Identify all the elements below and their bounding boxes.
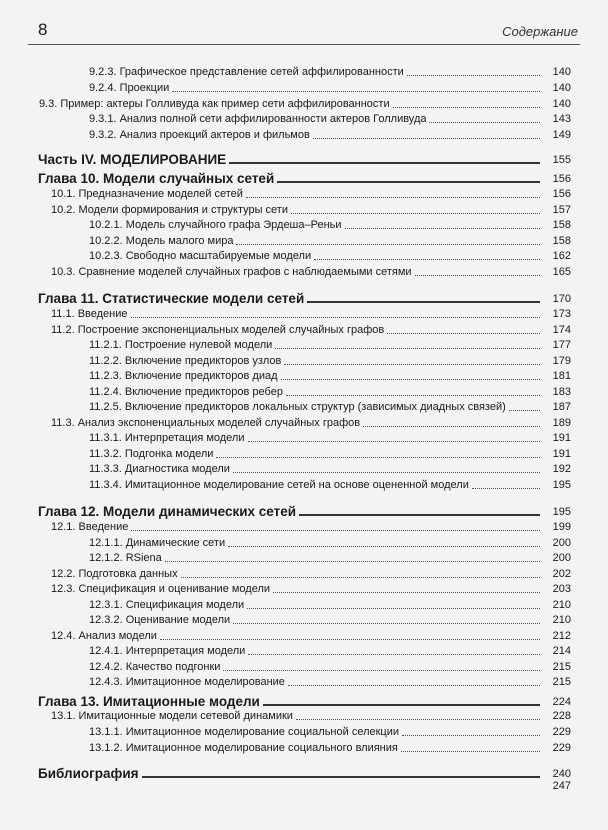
toc-entry: 10.2.3. Свободно масштабируемые модели 162 — [89, 250, 571, 262]
running-title: Содержание — [502, 24, 578, 39]
toc-entry: 9.3. Пример: актеры Голливуда как пример сети аффилированности 140 — [39, 98, 571, 110]
toc-entry: 13.1.2. Имитационное моделирование социального влияния 229 — [89, 742, 571, 754]
toc-entry: 11.2. Построение экспоненциальных моделей случайных графов 174 — [51, 324, 571, 336]
toc-entry: 12.4. Анализ модели 212 — [51, 630, 571, 642]
toc-entry: 13.1. Имитационные модели сетевой динамики 228 — [51, 710, 571, 722]
toc-entry: 12.2. Подготовка данных 202 — [51, 568, 571, 580]
toc-entry: 247 — [552, 780, 571, 792]
toc-entry: 9.3.2. Анализ проекций актеров и фильмов 149 — [89, 129, 571, 141]
toc-entry: 12.1. Введение 199 — [51, 521, 571, 533]
page-number: 8 — [38, 20, 48, 39]
toc-entry: 12.3.1. Спецификация модели 210 — [89, 599, 571, 611]
toc-entry: 10.2. Модели формирования и структуры сети 157 — [51, 204, 571, 216]
toc-bibliography: Библиография 240 — [38, 766, 571, 781]
toc-entry: 12.3.2. Оценивание модели 210 — [89, 614, 571, 626]
toc-entry: 10.1. Предназначение моделей сетей 156 — [51, 188, 571, 200]
toc-entry: 11.2.2. Включение предикторов узлов 179 — [89, 355, 571, 367]
toc-entry: 10.3. Сравнение моделей случайных графов с наблюдаемыми сетями 165 — [51, 266, 571, 278]
toc-entry: 12.3. Спецификация и оценивание модели 203 — [51, 583, 571, 595]
toc-entry: 11.3.4. Имитационное моделирование сетей на основе оцененной модели 195 — [89, 479, 571, 491]
toc-entry: 9.2.4. Проекции 140 — [89, 82, 571, 94]
toc-entry: 11.3.2. Подгонка модели 191 — [89, 448, 571, 460]
toc-entry: 9.3.1. Анализ полной сети аффилированности актеров Голливуда 143 — [89, 113, 571, 125]
toc-chapter: Глава 12. Модели динамических сетей 195 — [38, 504, 571, 519]
toc-entry: 10.2.1. Модель случайного графа Эрдеша–Реньи 158 — [89, 219, 571, 231]
toc-entry: 9.2.3. Графическое представление сетей аффилированности 140 — [89, 66, 571, 78]
toc-entry: 11.2.1. Построение нулевой модели 177 — [89, 339, 571, 351]
toc-chapter: Глава 11. Статистические модели сетей 170 — [38, 291, 571, 306]
toc-entry: 13.1.1. Имитационное моделирование социальной селекции 229 — [89, 726, 571, 738]
toc-entry: 12.4.2. Качество подгонки 215 — [89, 661, 571, 673]
toc-chapter: Глава 10. Модели случайных сетей 156 — [38, 171, 571, 186]
toc-entry: 11.2.3. Включение предикторов диад 181 — [89, 370, 571, 382]
toc-entry: 11.3. Анализ экспоненциальных моделей случайных графов 189 — [51, 417, 571, 429]
toc-entry: 12.1.2. RSiena 200 — [89, 552, 571, 564]
toc-part: Часть IV. МОДЕЛИРОВАНИЕ 155 — [38, 152, 571, 167]
toc-entry: 11.3.3. Диагностика модели 192 — [89, 463, 571, 475]
toc-entry: 12.1.1. Динамические сети 200 — [89, 537, 571, 549]
toc-entry: 11.3.1. Интерпретация модели 191 — [89, 432, 571, 444]
toc-chapter: Глава 13. Имитационные модели 224 — [38, 694, 571, 709]
toc-entry: 12.4.3. Имитационное моделирование 215 — [89, 676, 571, 688]
toc-entry: 11.2.4. Включение предикторов ребер 183 — [89, 386, 571, 398]
toc-entry: 11.1. Введение 173 — [51, 308, 571, 320]
toc-entry: 11.2.5. Включение предикторов локальных структур (зависимых диадных связей) 187 — [89, 401, 571, 413]
toc-entry: 12.4.1. Интерпретация модели 214 — [89, 645, 571, 657]
toc-entry: 10.2.2. Модель малого мира 158 — [89, 235, 571, 247]
